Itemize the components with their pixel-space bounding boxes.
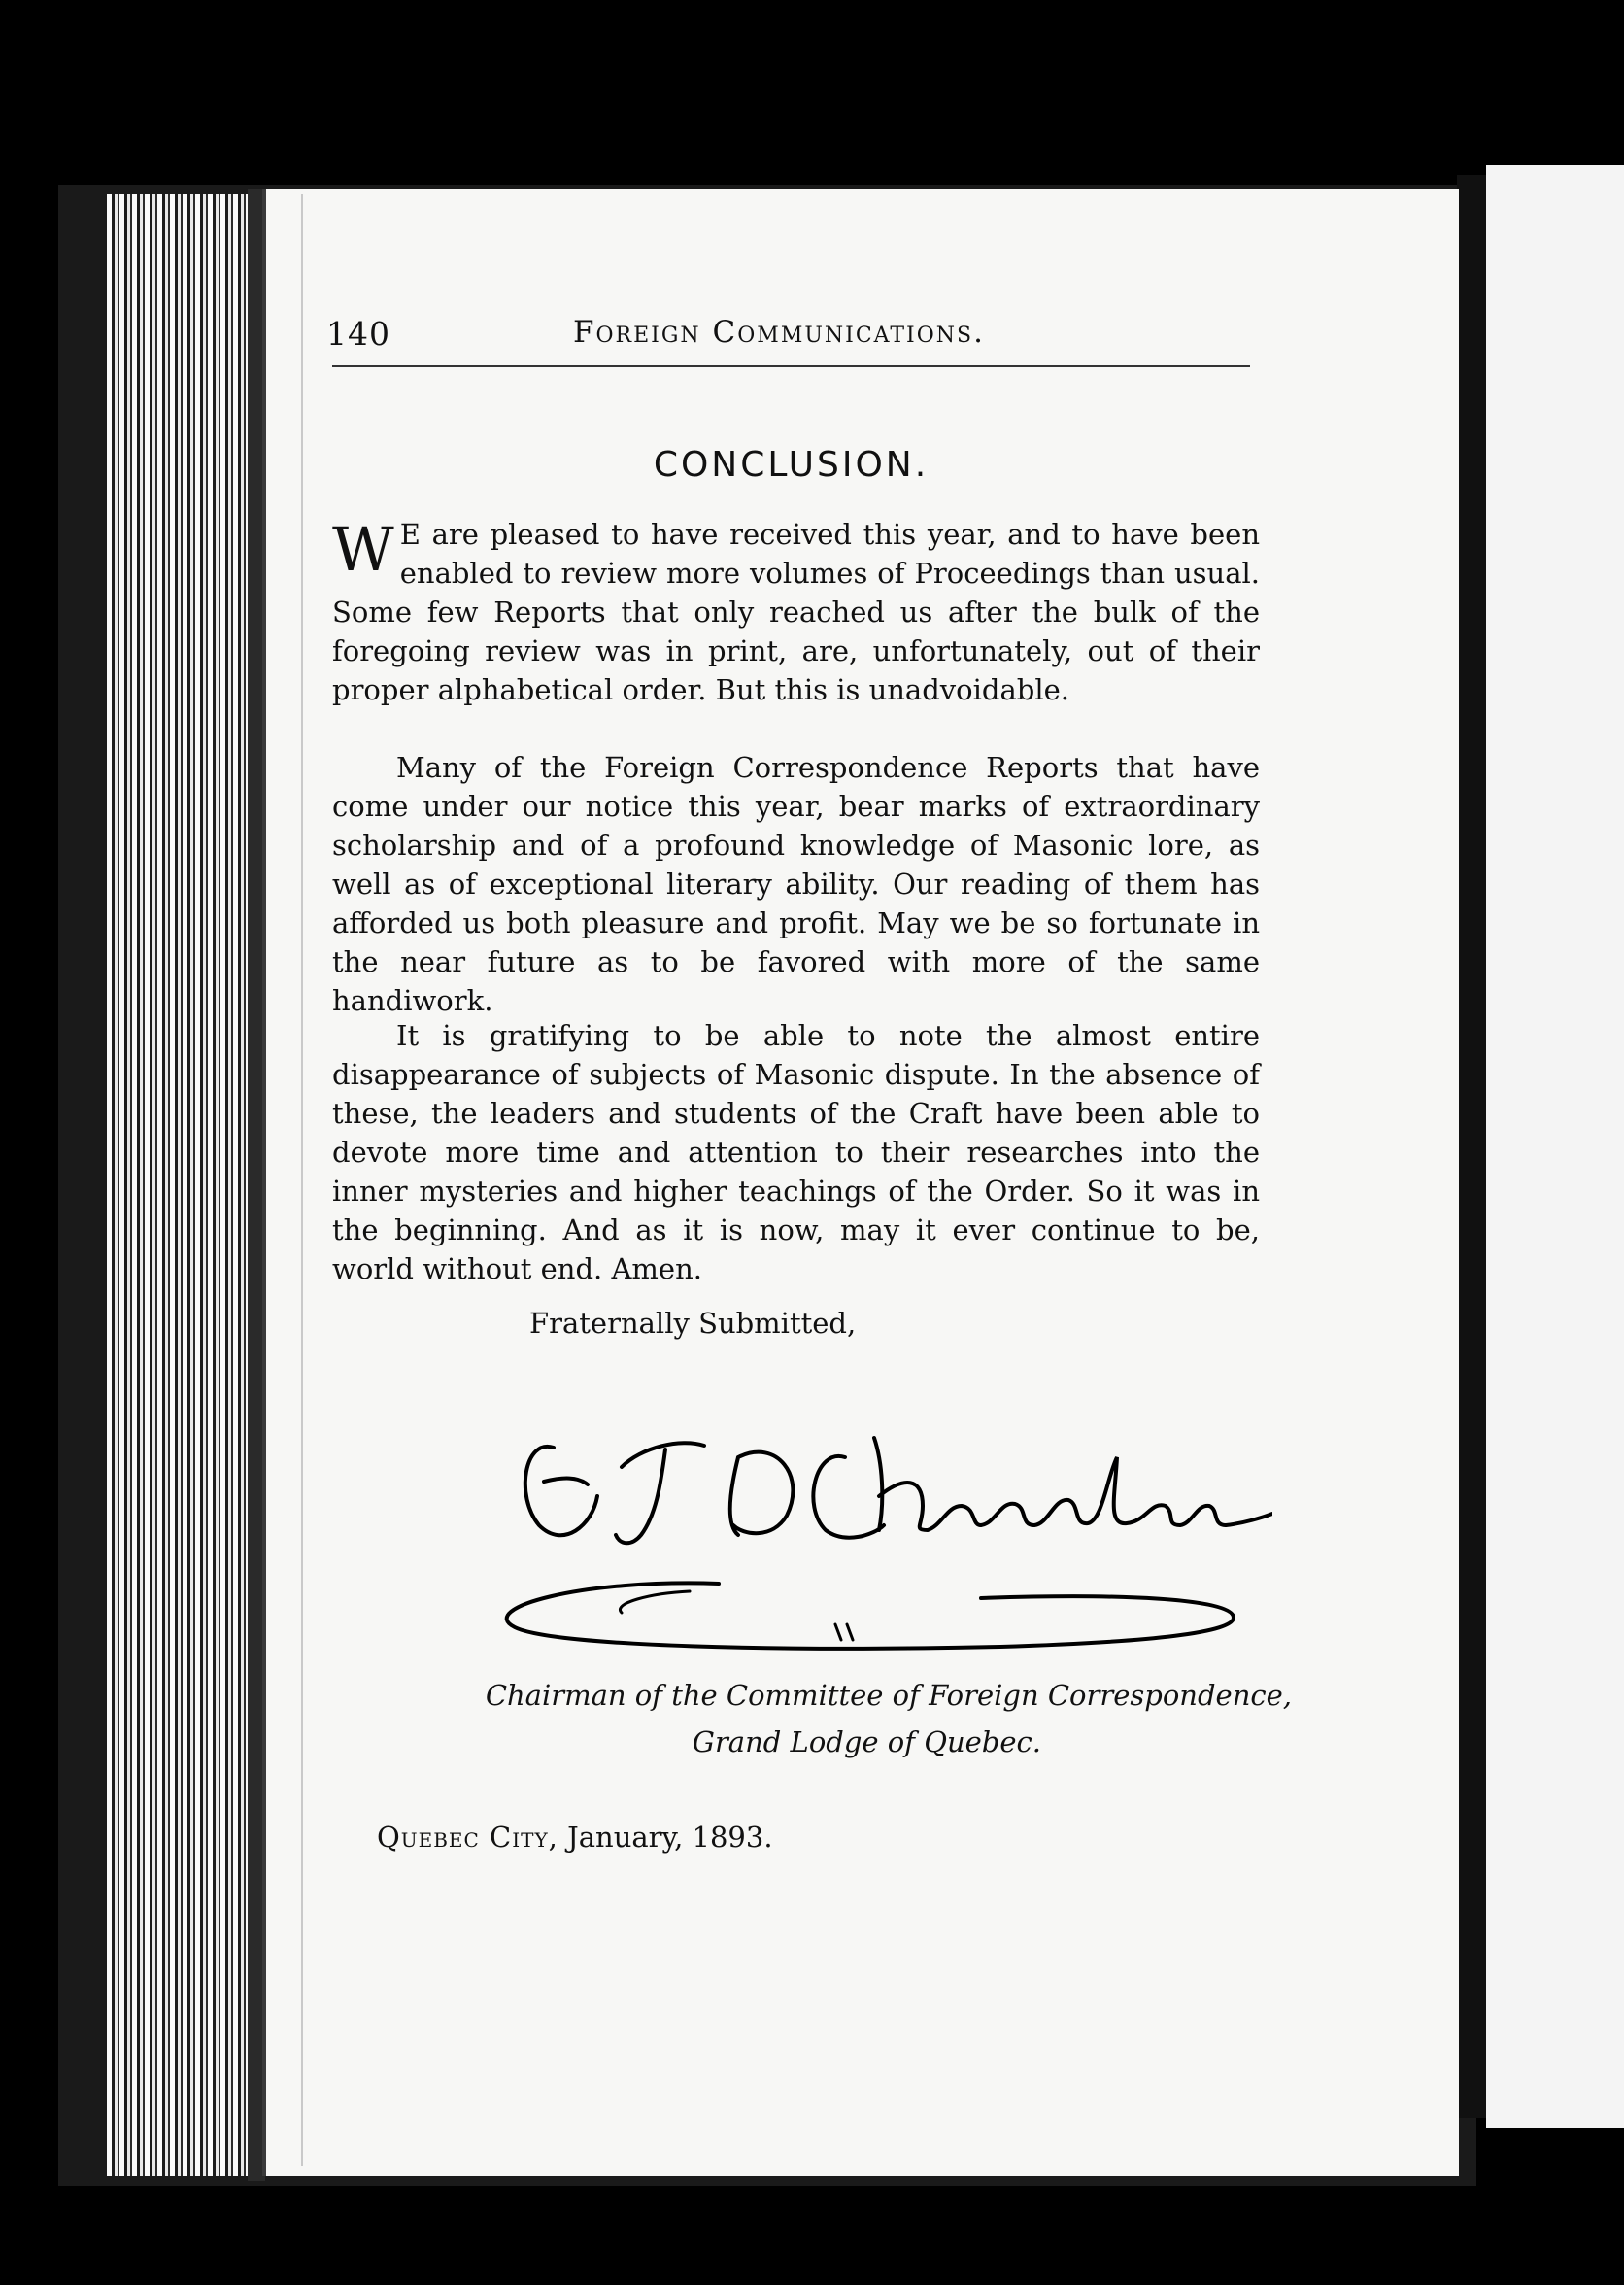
page-stack-edges: [107, 194, 262, 2176]
running-head: [326, 311, 1259, 359]
chairman-title: Chairman of the Committee of Foreign Correspondence,: [485, 1679, 1292, 1712]
paragraph-3: It is gratifying to be able to note the almost entire disappearance of subjects of Masonic dispute. In the absence of these, the leaders and students of the Craft have been able to devote more time and attention to their researches into the inner mysteries and higher teachings of the Order. So it was in the beginning. And as it is now, may it ever continue to be, world without end. Amen.: [332, 1019, 1260, 1285]
closing-line: Fraternally Submitted,: [529, 1307, 857, 1340]
page-inner-fold: [301, 194, 303, 2166]
place: Quebec City,: [377, 1821, 558, 1854]
gutter-shadow: [1457, 175, 1486, 2118]
running-title: Foreign Communications.: [573, 315, 985, 350]
facing-page-edge: [1486, 165, 1624, 2128]
header-rule: [332, 365, 1250, 367]
paragraph-1: [332, 515, 1260, 709]
signature-flourish: [495, 1380, 1272, 1661]
section-heading: CONCLUSION.: [653, 445, 930, 485]
paragraph-1-text: E are pleased to have received this year, and to have been enabled to review more volumes of Proceedings than usual. Some few Reports that only reached us after the bulk of the foregoing review was in print, are, unfortunately, out of their proper alphabetical order. But this is unadvoidable.: [332, 518, 1260, 706]
place-date-line: [377, 1821, 773, 1854]
page-number: 140: [326, 315, 390, 353]
drop-cap: W: [332, 514, 390, 585]
date: January, 1893.: [567, 1821, 773, 1854]
paragraph-2: Many of the Foreign Correspondence Reports that have come under our notice this year, bear marks of extraordinary scholarship and of a profound knowledge of Masonic lore, as well as of exceptional literary ability. Our reading of them has afforded us both pleasure and profit. May we be so fortunate in the near future as to be favored with more of the same handiwork.: [332, 751, 1260, 1017]
handwritten-signature: [495, 1380, 1272, 1661]
grand-lodge-name: Grand Lodge of Quebec.: [692, 1725, 1041, 1758]
